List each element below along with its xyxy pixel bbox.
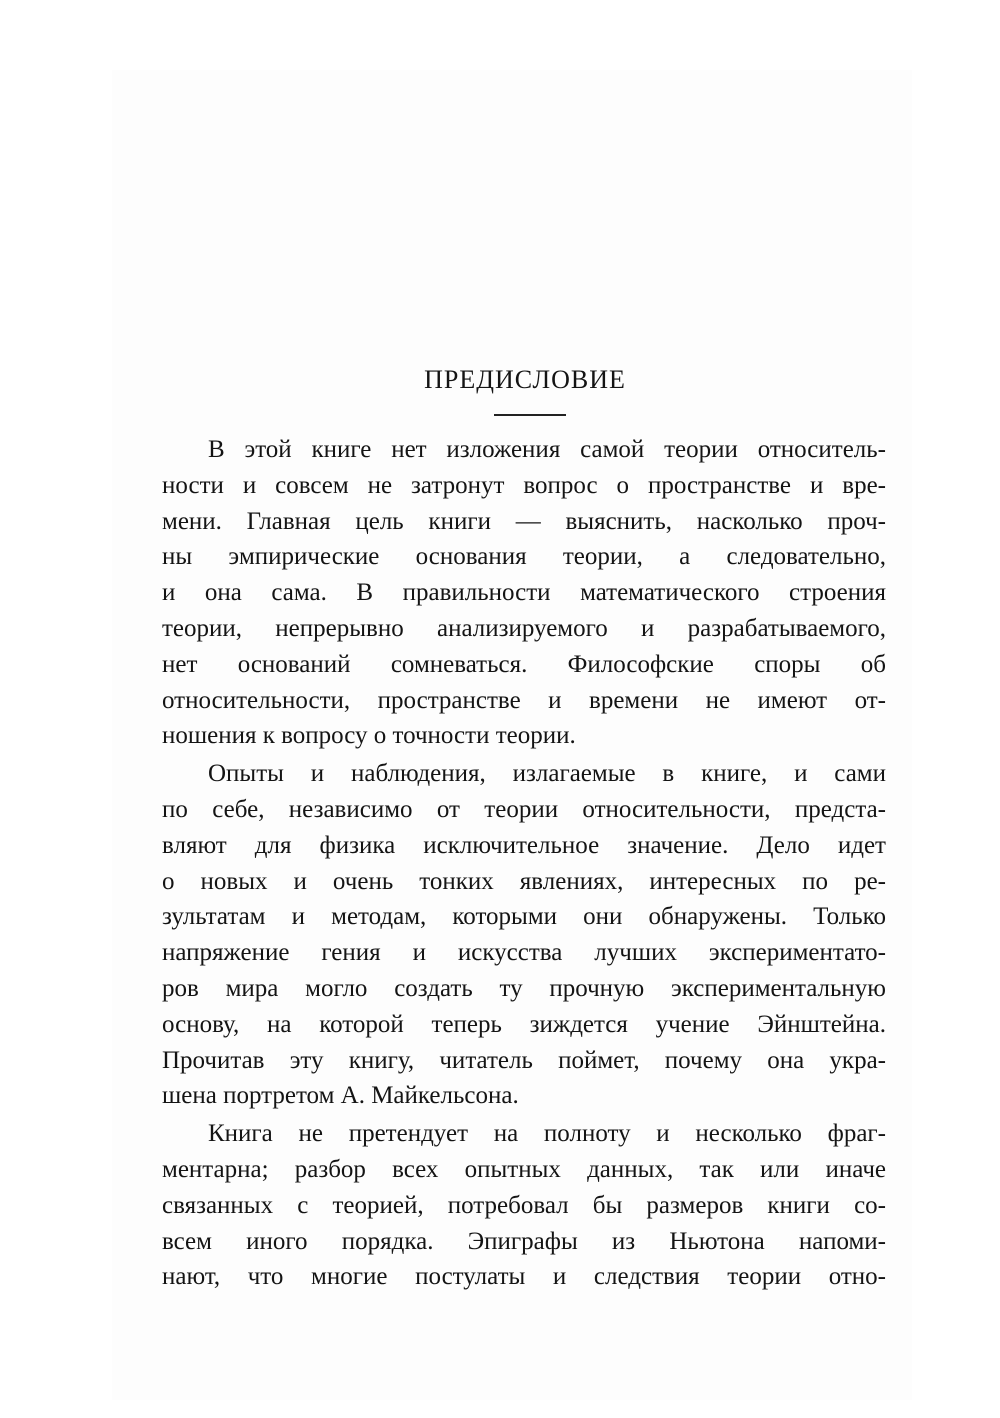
- paragraph-2-line-6: напряжение гения и искусства лучших экспериментато-: [162, 939, 886, 967]
- paragraph-3-line-4: всем иного порядка. Эпиграфы из Ньютона напоми-: [162, 1227, 886, 1255]
- paragraph-1-line-2: ности и совсем не затронут вопрос о пространстве и вре-: [162, 471, 886, 499]
- paragraph-1-line-5: и она сама. В правильности математического строения: [162, 579, 886, 607]
- paragraph-1-line-1: В этой книге нет изложения самой теории относитель-: [208, 436, 886, 463]
- paragraph-2-line-3: вляют для физика исключительное значение. Дело идет: [162, 831, 886, 859]
- paragraph-2-line-10: шена портретом А. Майкельсона.: [162, 1082, 519, 1110]
- paragraph-2-line-1: Опыты и наблюдения, излагаемые в книге, и сами: [208, 760, 886, 788]
- paragraph-3-line-3: связанных с теорией, потребовал бы размеров книги со-: [162, 1191, 886, 1219]
- paragraph-1-line-4: ны эмпирические основания теории, а следовательно,: [162, 543, 886, 571]
- paragraph-2-line-2: по себе, независимо от теории относительности, предста-: [162, 795, 886, 823]
- paragraph-1-line-9: ношения к вопросу о точности теории.: [162, 722, 576, 750]
- page-title: ПРЕДИСЛОВИЕ: [424, 365, 626, 394]
- paragraph-2-line-9: Прочитав эту книгу, читатель поймет, почему она укра-: [162, 1046, 886, 1074]
- paragraph-2-line-8: основу, на которой теперь зиждется учение Эйнштейна.: [162, 1010, 886, 1038]
- paragraph-1-line-7: нет оснований сомневаться. Философские споры об: [162, 650, 886, 678]
- paragraph-3-line-1: Книга не претендует на полноту и несколько фраг-: [208, 1120, 886, 1148]
- paragraph-2-line-4: о новых и очень тонких явлениях, интересных по ре-: [162, 867, 886, 895]
- paragraph-1-line-6: теории, непрерывно анализируемого и разрабатываемого,: [162, 614, 886, 642]
- paragraph-3-line-5: нают, что многие постулаты и следствия теории отно-: [162, 1263, 886, 1291]
- paragraph-1-line-3: мени. Главная цель книги — выяснить, насколько проч-: [162, 507, 886, 535]
- paragraph-1-line-8: относительности, пространстве и времени не имеют от-: [162, 686, 886, 714]
- paragraph-2-line-5: зультатам и методам, которыми они обнаружены. Только: [162, 903, 886, 931]
- preface-body: [162, 432, 886, 1295]
- title-underline-rule: [494, 414, 566, 416]
- paragraph-2-line-7: ров мира могло создать ту прочную экспериментальную: [162, 974, 886, 1002]
- paragraph-3-line-2: ментарна; разбор всех опытных данных, так или иначе: [162, 1155, 886, 1183]
